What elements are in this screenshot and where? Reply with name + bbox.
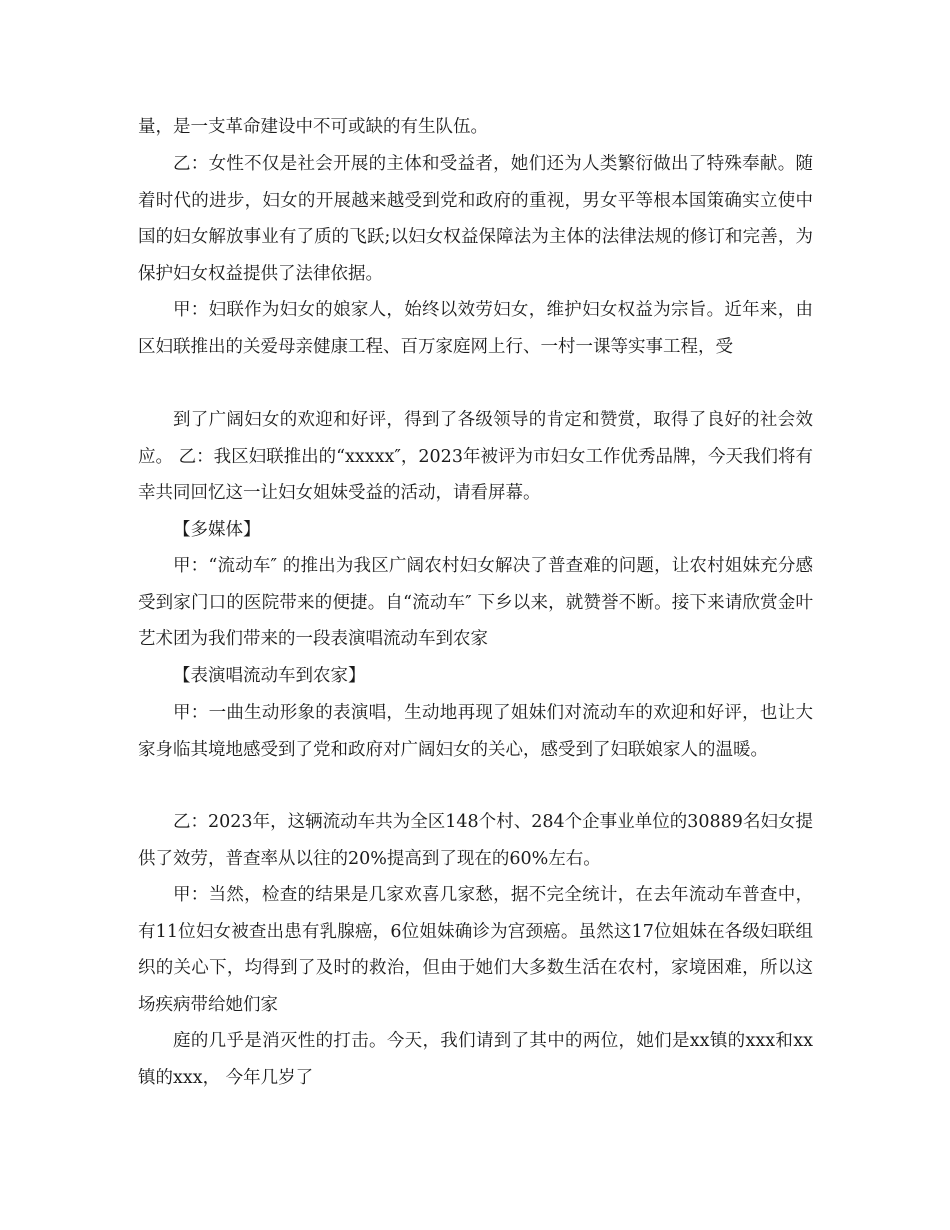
paragraph-2: 乙：女性不仅是社会开展的主体和受益者，她们还为人类繁衍做出了特殊奉献。随着时代的进步，妇女的开展越来越受到党和政府的重视，男女平等根本国策确实立使中国的妇女解放事业有了质的飞跃;以妇女权益保障法为主体的法律法规的修订和完善，为保护妇女权益提供了法律依据。 <box>138 154 813 284</box>
paragraph-3: 甲：妇联作为妇女的娘家人，始终以效劳妇女，维护妇女权益为宗旨。近年来，由区妇联推出的关爱母亲健康工程、百万家庭网上行、一村一课等实事工程，受 <box>138 300 813 357</box>
paragraph-10: 甲：当然，检查的结果是几家欢喜几家愁，据不完全统计，在去年流动车普查中，有11位妇女被查出患有乳腺癌，6位姐妹确诊为宫颈癌。虽然这17位姐妹在各级妇联组织的关心下，均得到了及时的救治，但由于她们大多数生活在农村，家境困难，所以这场疾病带给她们家 <box>138 885 813 1015</box>
paragraph-6: 甲：“流动车″ 的推出为我区广阔农村妇女解决了普查难的问题，让农村姐妹充分感受到家门口的医院带来的便捷。自“流动车″ 下乡以来，就赞誉不断。接下来请欣赏金叶艺术团为我们带来的一段表演唱流动车到农家 <box>138 556 813 649</box>
paragraph-7: 【表演唱流动车到农家】 <box>173 666 366 686</box>
paragraph-11: 庭的几乎是消灭性的打击。今天，我们请到了其中的两位，她们是xx镇的xxx和xx镇的xxx， 今年几岁了 <box>138 1031 813 1088</box>
paragraph-5: 【多媒体】 <box>173 520 261 540</box>
paragraph-8: 甲：一曲生动形象的表演唱，生动地再现了姐妹们对流动车的欢迎和好评，也让大家身临其境地感受到了党和政府对广阔妇女的关心，感受到了妇联娘家人的温暖。 <box>138 703 813 760</box>
paragraph-4: 到了广阔妇女的欢迎和好评，得到了各级领导的肯定和赞赏，取得了良好的社会效应。 乙：我区妇联推出的“xxxxx″，2023年被评为市妇女工作优秀品牌，今天我们将有幸共同回忆这一让妇女姐妹受益的活动，请看屏幕。 <box>138 410 813 503</box>
paragraph-1: 量，是一支革命建设中不可或缺的有生队伍。 <box>138 117 488 137</box>
paragraph-9: 乙：2023年，这辆流动车共为全区148个村、284个企事业单位的30889名妇女提供了效劳，普查率从以往的20%提高到了现在的60%左右。 <box>138 812 813 869</box>
